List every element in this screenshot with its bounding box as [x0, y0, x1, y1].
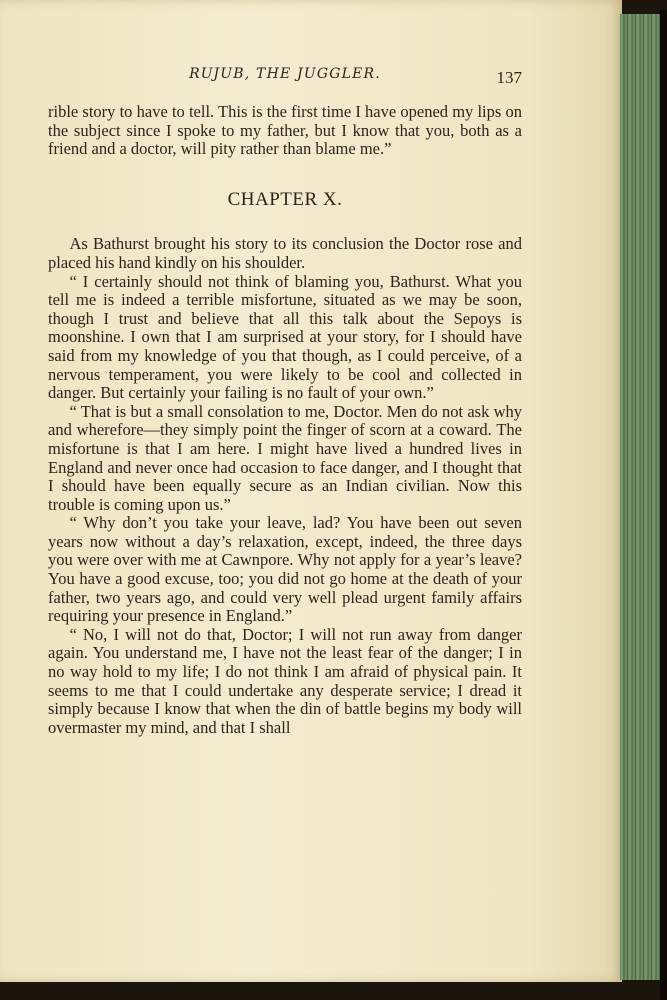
page-number: 137: [496, 68, 522, 87]
opening-paragraph: rible story to have to tell. This is the first time I have opened my lips on the subject since I spoke to my father, but I know that you, both as a friend and a doctor, will pity rather than blame me.”: [48, 102, 522, 159]
paragraph-4: “ Why don’t you take your leave, lad? You have been out seven years now without a day’s relaxation, except, indeed, the three days you were over with me at Cawnpore. Why not apply for a year’s leave? You have a good excuse, too; you did not go home at the death of your father, two years ago, and could very well plead urgent family affairs requiring your presence in England.”: [48, 513, 522, 626]
paragraph-3: “ That is but a small consolation to me, Doctor. Men do not ask why and wherefore—they simply point the finger of scorn at a coward. The misfortune is that I am here. I might have lived a hundred lives in England and never once had occasion to face danger, and I thought that I should have been equally secure as an Indian civilian. Now this trouble is coming upon us.”: [48, 401, 522, 514]
body-text: [48, 103, 522, 737]
chapter-heading: CHAPTER X.: [227, 188, 343, 210]
paragraph-2: “ I certainly should not think of blaming you, Bathurst. What you tell me is indeed a terrible misfortune, situated as we may be soon, though I trust and believe that all this talk about the Sepoys is moonshine. I own that I am surprised at your story, for I should have said from my knowledge of you that though, as I could perceive, of a nervous temperament, you were likely to be cool and collected in danger. But certainly your failing is no fault of your own.”: [48, 271, 522, 403]
book-spine-edge: [618, 14, 664, 980]
paragraph-5: “ No, I will not do that, Doctor; I will not run away from danger again. You understand me, I have not the least fear of the danger; I in no way hold to my life; I do not think I am afraid of physical pain. It seems to me that I could undertake any desperate service; I dread it simply because I know that when the din of battle begins my body will overmaster my mind, and that I shall: [48, 624, 522, 737]
paragraph-1: As Bathurst brought his story to its conclusion the Doctor rose and placed his hand kindly on his shoulder.: [48, 234, 522, 272]
spine-shadow: [660, 10, 667, 1000]
page-header: [48, 66, 522, 90]
running-title: RUJUB, THE JUGGLER.: [189, 66, 381, 82]
